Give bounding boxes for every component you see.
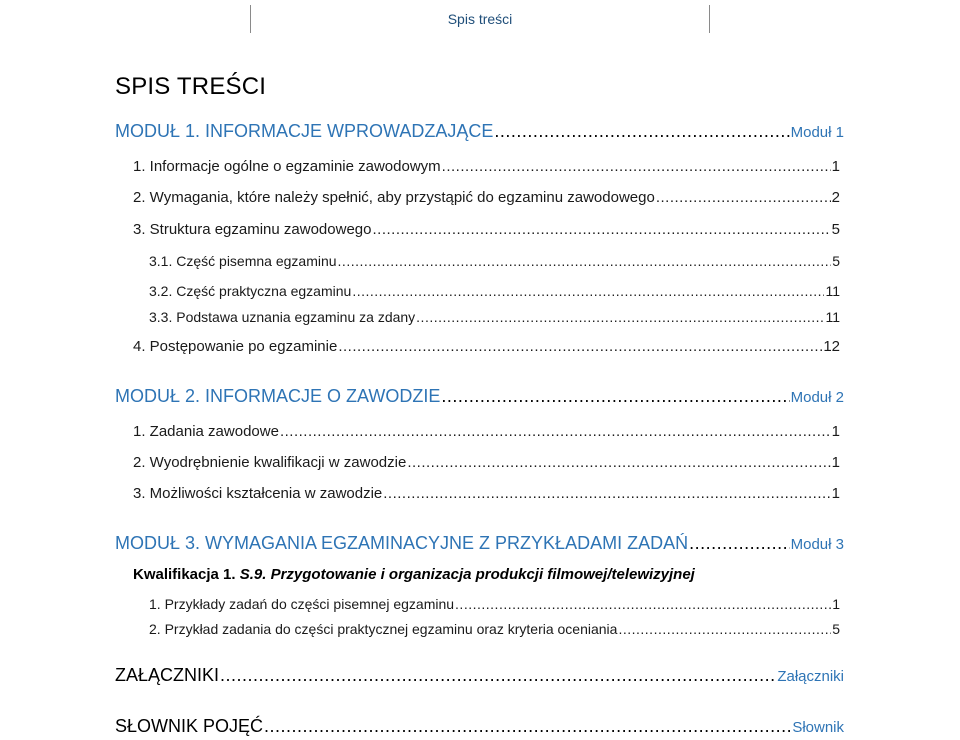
dot-leader <box>220 665 776 686</box>
dot-leader <box>455 596 831 612</box>
toc-entry-label: 4. Postępowanie po egzaminie <box>133 338 338 355</box>
toc-module-page: Moduł 2 <box>790 389 844 406</box>
toc-module-3[interactable] <box>115 533 844 554</box>
toc-entry-page: 1 <box>831 454 840 471</box>
dot-leader <box>338 253 832 269</box>
toc-glossary-page: Słownik <box>792 719 844 736</box>
qualification-prefix: Kwalifikacja 1. <box>133 566 236 583</box>
toc-entry[interactable] <box>133 485 840 502</box>
dot-leader <box>442 158 831 175</box>
toc-entry-label: 3. Możliwości kształcenia w zawodzie <box>133 485 383 502</box>
dot-leader <box>656 189 831 206</box>
toc-title: SPIS TREŚCI <box>115 73 267 100</box>
dot-leader <box>352 283 824 299</box>
toc-module-1[interactable] <box>115 121 844 142</box>
toc-glossary-label: SŁOWNIK POJĘĆ <box>115 716 264 736</box>
toc-entry-label: 1. Przykłady zadań do części pisemnej egzaminu <box>149 596 455 612</box>
toc-glossary[interactable] <box>115 716 844 737</box>
dot-leader <box>441 386 789 407</box>
toc-entry-label: 3.3. Podstawa uznania egzaminu za zdany <box>149 309 416 325</box>
toc-entry-page: 2 <box>831 189 840 206</box>
toc-appendix-page: Załączniki <box>777 668 844 685</box>
toc-module-label: MODUŁ 3. WYMAGANIA EGZAMINACYJNE Z PRZYKŁADAMI ZADAŃ <box>115 533 689 553</box>
toc-entry-label: 2. Przykład zadania do części praktycznej egzaminu oraz kryteria oceniania <box>149 621 618 637</box>
qualification-heading[interactable] <box>133 566 695 583</box>
toc-module-page: Moduł 1 <box>790 124 844 141</box>
toc-entry-label: 3.2. Część praktyczna egzaminu <box>149 283 352 299</box>
toc-appendix-label: ZAŁĄCZNIKI <box>115 665 220 685</box>
toc-entry-page: 11 <box>825 309 840 325</box>
toc-entry[interactable] <box>133 158 840 175</box>
dot-leader <box>689 533 790 554</box>
toc-entry-page: 12 <box>823 338 840 355</box>
toc-entry[interactable] <box>133 189 840 206</box>
toc-entry-page: 1 <box>831 485 840 502</box>
toc-entry[interactable] <box>149 309 840 325</box>
toc-entry-page: 5 <box>831 221 840 238</box>
qualification-spec: S.9. Przygotowanie i organizacja produkcji filmowej/telewizyjnej <box>239 566 695 583</box>
toc-entry-page: 5 <box>832 621 840 637</box>
dot-leader <box>338 338 822 355</box>
dot-leader <box>494 121 789 142</box>
toc-entry[interactable] <box>133 423 840 440</box>
dot-leader <box>618 621 831 637</box>
toc-module-2[interactable] <box>115 386 844 407</box>
running-header <box>250 5 710 33</box>
toc-entry[interactable] <box>133 338 840 355</box>
dot-leader <box>372 221 830 238</box>
toc-entry[interactable] <box>149 253 840 269</box>
dot-leader <box>407 454 830 471</box>
toc-module-page: Moduł 3 <box>790 536 844 553</box>
toc-module-label: MODUŁ 2. INFORMACJE O ZAWODZIE <box>115 386 441 406</box>
running-header-title: Spis treści <box>447 11 513 27</box>
toc-entry-label: 3. Struktura egzaminu zawodowego <box>133 221 372 238</box>
toc-module-label: MODUŁ 1. INFORMACJE WPROWADZAJĄCE <box>115 121 494 141</box>
toc-entry-page: 1 <box>831 423 840 440</box>
toc-entry[interactable] <box>149 621 840 637</box>
toc-entry-page: 11 <box>825 283 840 299</box>
toc-entry-label: 1. Zadania zawodowe <box>133 423 279 440</box>
toc-entry-label: 1. Informacje ogólne o egzaminie zawodowym <box>133 158 441 175</box>
toc-entry-label: 3.1. Część pisemna egzaminu <box>149 253 337 269</box>
dot-leader <box>416 309 824 325</box>
toc-entry[interactable] <box>133 221 840 238</box>
toc-entry-label: 2. Wymagania, które należy spełnić, aby przystąpić do egzaminu zawodowego <box>133 189 655 206</box>
toc-entry-page: 5 <box>832 253 840 269</box>
toc-entry-label: 2. Wyodrębnienie kwalifikacji w zawodzie <box>133 454 407 471</box>
dot-leader <box>383 485 830 502</box>
toc-entry[interactable] <box>133 454 840 471</box>
dot-leader <box>280 423 831 440</box>
dot-leader <box>264 716 791 737</box>
toc-entry-page: 1 <box>831 158 840 175</box>
toc-entry[interactable] <box>149 283 840 299</box>
toc-entry[interactable] <box>149 596 840 612</box>
toc-appendix[interactable] <box>115 665 844 686</box>
toc-entry-page: 1 <box>832 596 840 612</box>
